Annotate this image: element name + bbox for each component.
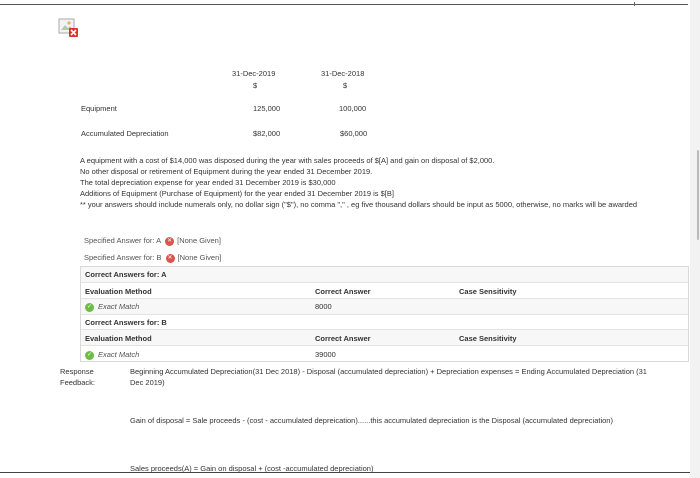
answers-a-columns-row: [81, 282, 688, 299]
specified-b-value: [None Given]: [177, 253, 222, 262]
specified-answer-b: [84, 253, 221, 263]
feedback-label-2: Feedback:: [60, 378, 96, 387]
specified-answer-a: [84, 236, 221, 246]
check-icon: ✓: [86, 303, 93, 310]
broken-image-icon: [58, 18, 80, 38]
col-case-sensitivity: Case Sensitivity: [459, 287, 517, 296]
answers-a-value-row: [81, 298, 688, 315]
answers-a-method: ✓ Exact Match: [86, 302, 140, 311]
answers-b-columns-row: [81, 329, 688, 346]
check-icon: ✓: [86, 351, 93, 358]
row-accum-dep-2019: $82,000: [253, 129, 281, 138]
row-equipment-2018: 100,000: [339, 104, 367, 113]
col-case-sensitivity-b: Case Sensitivity: [459, 334, 517, 343]
top-frame-border: [0, 0, 688, 5]
col-2018-unit: $: [343, 81, 348, 90]
answers-a-value: 8000: [315, 302, 332, 311]
question-line-2: No other disposal or retirement of Equipment during the year ended 31 December 2019.: [80, 167, 373, 176]
top-right-tick: [634, 2, 635, 6]
question-line-4: Additions of Equipment (Purchase of Equipment) for the year ended 31 December 2019 is $[B]: [80, 189, 394, 198]
row-equipment-label: Equipment: [81, 104, 117, 113]
incorrect-icon: ✕: [167, 237, 173, 244]
question-text: [80, 155, 690, 210]
col-correct-answer: Correct Answer: [315, 287, 371, 296]
col-2019-date: 31-Dec-2019: [232, 69, 276, 78]
col-2019-unit: $: [253, 81, 258, 90]
col-2018-date: 31-Dec-2018: [321, 69, 365, 78]
specified-a-label: Specified Answer for: A: [84, 236, 162, 245]
answers-a-header: Correct Answers for: A: [85, 270, 167, 279]
row-accum-dep-label: Accumulated Depreciation: [81, 129, 169, 138]
answers-b-method: ✓ Exact Match: [86, 350, 140, 359]
answers-b-value-row: [81, 345, 688, 362]
bottom-frame-border: [0, 472, 690, 473]
answers-b-header-row: [81, 314, 688, 330]
answers-b-header: Correct Answers for: B: [85, 318, 167, 327]
question-line-5: ** your answers should include numerals only, no dollar sign ("$"), no comma "," , eg five thousand dollars should be input as 5000, otherwise, no marks will be awarded: [80, 200, 638, 209]
answers-b-value: 39000: [315, 350, 336, 359]
specified-a-value: [None Given]: [177, 236, 221, 245]
feedback-paragraph-2: Gain of disposal = Sale proceeds - (cost - accumulated depreication)......this accumulated depreciation is the Disposal (accumulated depreciation): [130, 416, 613, 425]
row-accum-dep-2018: $60,000: [340, 129, 368, 138]
question-line-1: A equipment with a cost of $14,000 was disposed during the year with sales proceeds of $[A] and gain on disposal of $2,000.: [80, 156, 495, 165]
incorrect-icon: ✕: [167, 254, 173, 261]
feedback-paragraph-1: Beginning Accumulated Depreciation(31 Dec 2018) - Disposal (accumulated depreciation) + Depreciation expenses = Ending Accumulated Depreciation (31 Dec 2019): [130, 367, 647, 387]
feedback-paragraph-3: Sales proceeds(A) = Gain on disposal + (cost -accumulated depreciation): [130, 464, 374, 473]
col-eval-method: Evaluation Method: [85, 287, 152, 296]
col-correct-answer-b: Correct Answer: [315, 334, 371, 343]
question-line-3: The total depreciation expense for year ended 31 December 2019 is $30,000: [80, 178, 336, 187]
specified-b-label: Specified Answer for: B: [84, 253, 162, 262]
row-equipment-2019: 125,000: [253, 104, 281, 113]
correct-answers-table: [80, 266, 689, 362]
answers-a-header-row: [81, 267, 688, 282]
scrollbar-thumb[interactable]: [697, 150, 699, 240]
col-eval-method-b: Evaluation Method: [85, 334, 152, 343]
feedback-label-1: Response: [60, 367, 94, 376]
